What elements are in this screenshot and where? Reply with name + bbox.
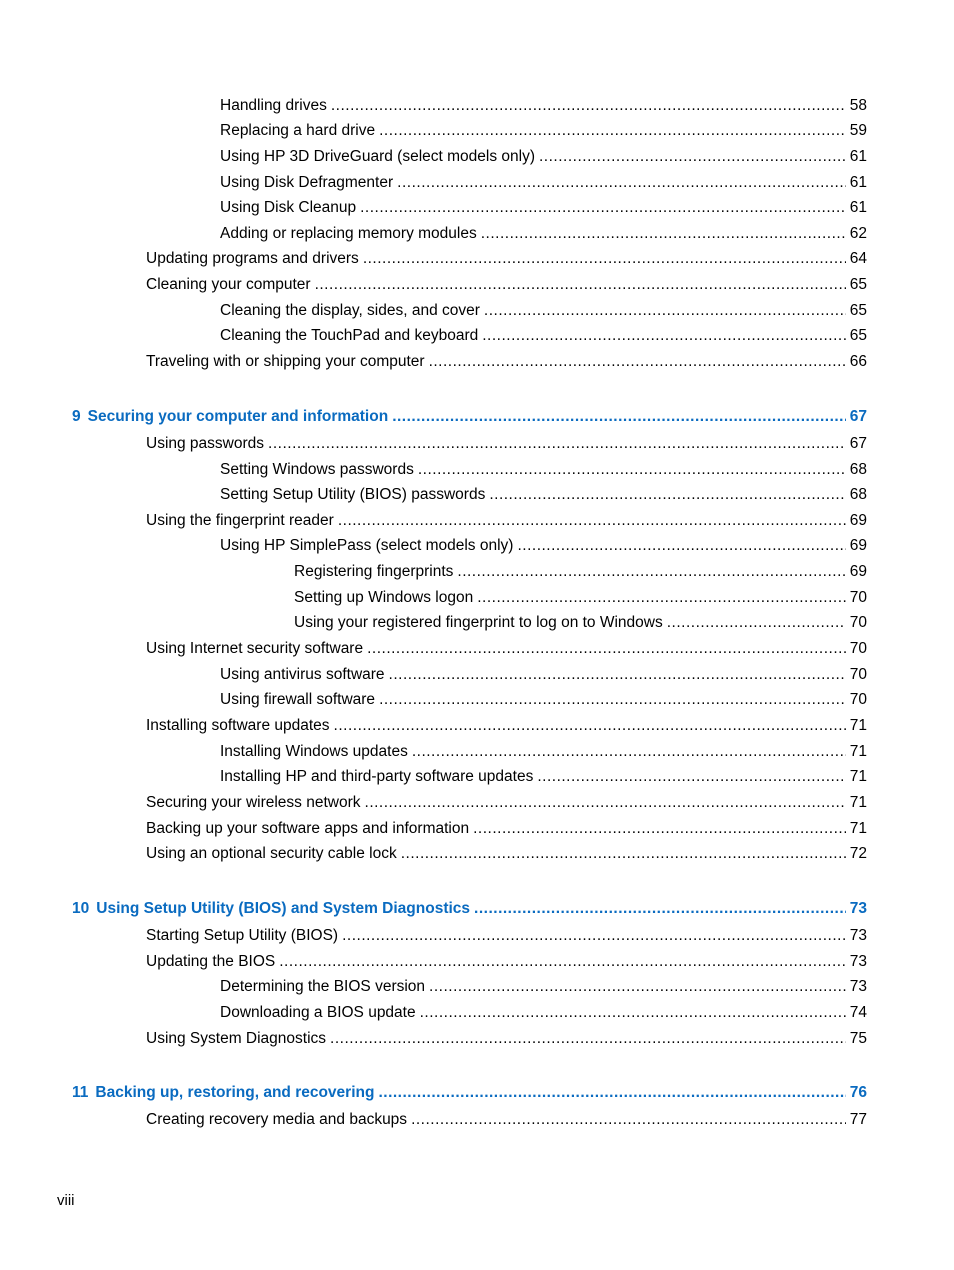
dot-leader xyxy=(331,95,846,117)
toc-entry[interactable] xyxy=(146,510,867,532)
toc-entry-title: Using HP 3D DriveGuard (select models only) xyxy=(220,146,539,168)
dot-leader xyxy=(379,689,846,711)
toc-entry-page: 61 xyxy=(846,172,867,194)
dot-leader xyxy=(363,248,846,270)
toc-entry-page: 62 xyxy=(846,223,867,245)
toc-entry[interactable] xyxy=(146,1109,867,1131)
chapter-number: 11 xyxy=(72,1084,89,1101)
dot-leader xyxy=(429,976,846,998)
dot-leader xyxy=(489,484,845,506)
toc-entry-title: Cleaning the display, sides, and cover xyxy=(220,300,484,322)
toc-entry[interactable] xyxy=(294,612,867,634)
toc-entry-page: 73 xyxy=(846,951,867,973)
toc-entry[interactable] xyxy=(146,274,867,296)
dot-leader xyxy=(517,535,845,557)
toc-entry-title: Using Disk Defragmenter xyxy=(220,172,397,194)
dot-leader xyxy=(342,925,846,947)
chapter-number: 10 xyxy=(72,900,90,917)
toc-entry[interactable] xyxy=(220,741,867,763)
toc-entry-title: Using Internet security software xyxy=(146,638,367,660)
toc-entry-page: 68 xyxy=(846,484,867,506)
toc-entry-page: 71 xyxy=(846,766,867,788)
toc-entry-page: 61 xyxy=(846,146,867,168)
toc-chapter-9[interactable] xyxy=(72,406,867,428)
toc-entry-title: Registering fingerprints xyxy=(294,561,457,583)
toc-entry[interactable] xyxy=(220,146,867,168)
toc-entry-page: 65 xyxy=(846,274,867,296)
toc-entry-title: Using antivirus software xyxy=(220,664,389,686)
toc-entry[interactable] xyxy=(220,120,867,142)
toc-entry-title: Using passwords xyxy=(146,433,268,455)
dot-leader xyxy=(392,406,846,428)
toc-entry-page: 76 xyxy=(846,1082,867,1104)
toc-entry[interactable] xyxy=(220,664,867,686)
toc-entry-title: Using the fingerprint reader xyxy=(146,510,338,532)
chapter-title: Securing your computer and information xyxy=(87,408,389,425)
toc-entry-page: 71 xyxy=(846,792,867,814)
toc-entry[interactable] xyxy=(220,223,867,245)
toc-entry-page: 69 xyxy=(846,510,867,532)
toc-entry-title: Using System Diagnostics xyxy=(146,1028,330,1050)
dot-leader xyxy=(418,459,846,481)
toc-chapter-10[interactable] xyxy=(72,898,867,920)
toc-entry-page: 69 xyxy=(846,535,867,557)
toc-entry-title: Updating programs and drivers xyxy=(146,248,363,270)
toc-entry-page: 65 xyxy=(846,325,867,347)
dot-leader xyxy=(401,843,846,865)
toc-entry-title: Using firewall software xyxy=(220,689,379,711)
toc-entry[interactable] xyxy=(220,484,867,506)
toc-entry-title: Adding or replacing memory modules xyxy=(220,223,481,245)
toc-entry-page: 66 xyxy=(846,351,867,373)
toc-entry-title: Setting Windows passwords xyxy=(220,459,418,481)
dot-leader xyxy=(397,172,846,194)
toc-entry-title: Setting up Windows logon xyxy=(294,587,477,609)
dot-leader xyxy=(473,818,846,840)
toc-entry-title: Setting Setup Utility (BIOS) passwords xyxy=(220,484,489,506)
toc-entry-title: Cleaning the TouchPad and keyboard xyxy=(220,325,482,347)
toc-entry-page: 74 xyxy=(846,1002,867,1024)
toc-entry-title: Securing your wireless network xyxy=(146,792,365,814)
toc-entry[interactable] xyxy=(220,197,867,219)
toc-entry-page: 70 xyxy=(846,638,867,660)
toc-entry-page: 58 xyxy=(846,95,867,117)
dot-leader xyxy=(474,898,846,920)
toc-entry-title: Handling drives xyxy=(220,95,331,117)
chapter-title: Backing up, restoring, and recovering xyxy=(95,1084,375,1101)
toc-entry-page: 71 xyxy=(846,741,867,763)
toc-entry[interactable] xyxy=(220,325,867,347)
toc-entry[interactable] xyxy=(220,95,867,117)
toc-entry-page: 67 xyxy=(846,406,867,428)
dot-leader xyxy=(412,741,846,763)
dot-leader xyxy=(457,561,845,583)
toc-entry-page: 67 xyxy=(846,433,867,455)
toc-entry[interactable] xyxy=(146,951,867,973)
dot-leader xyxy=(482,325,846,347)
toc-entry[interactable] xyxy=(146,638,867,660)
toc-entry[interactable] xyxy=(220,976,867,998)
dot-leader xyxy=(365,792,846,814)
toc-entry-page: 70 xyxy=(846,587,867,609)
dot-leader xyxy=(477,587,846,609)
toc-entry[interactable] xyxy=(146,351,867,373)
toc-entry[interactable] xyxy=(146,715,867,737)
dot-leader xyxy=(315,274,846,296)
toc-entry-title: Starting Setup Utility (BIOS) xyxy=(146,925,342,947)
toc-entry-title: Installing Windows updates xyxy=(220,741,412,763)
dot-leader xyxy=(367,638,846,660)
dot-leader xyxy=(484,300,846,322)
toc-entry-page: 59 xyxy=(846,120,867,142)
toc-entry-page: 65 xyxy=(846,300,867,322)
dot-leader xyxy=(667,612,846,634)
dot-leader xyxy=(429,351,846,373)
toc-entry-title: Determining the BIOS version xyxy=(220,976,429,998)
toc-entry[interactable] xyxy=(294,587,867,609)
toc-entry-title: Creating recovery media and backups xyxy=(146,1109,411,1131)
toc-entry[interactable] xyxy=(146,1028,867,1050)
toc-entry[interactable] xyxy=(220,459,867,481)
toc-entry-page: 70 xyxy=(846,664,867,686)
toc-entry[interactable] xyxy=(146,433,867,455)
toc-entry-title: Installing HP and third-party software updates xyxy=(220,766,537,788)
toc-entry-title: Cleaning your computer xyxy=(146,274,315,296)
toc-entry[interactable] xyxy=(220,535,867,557)
toc-entry-page: 72 xyxy=(846,843,867,865)
toc-entry-page: 69 xyxy=(846,561,867,583)
dot-leader xyxy=(334,715,846,737)
toc-entry-title: Backing up your software apps and information xyxy=(146,818,473,840)
toc-entry[interactable] xyxy=(220,172,867,194)
page-number: viii xyxy=(57,1192,75,1209)
toc-entry[interactable] xyxy=(220,689,867,711)
toc-entry-page: 75 xyxy=(846,1028,867,1050)
dot-leader xyxy=(378,1082,845,1104)
dot-leader xyxy=(537,766,845,788)
toc-entry-title: Using Disk Cleanup xyxy=(220,197,360,219)
toc-entry-page: 73 xyxy=(846,976,867,998)
toc-entry-page: 71 xyxy=(846,715,867,737)
toc-entry-page: 70 xyxy=(846,612,867,634)
dot-leader xyxy=(539,146,846,168)
toc-entry-title: Using HP SimplePass (select models only) xyxy=(220,535,517,557)
toc-entry-page: 77 xyxy=(846,1109,867,1131)
toc-entry[interactable] xyxy=(220,1002,867,1024)
dot-leader xyxy=(360,197,846,219)
dot-leader xyxy=(330,1028,846,1050)
toc-entry-title: Installing software updates xyxy=(146,715,334,737)
toc-entry-page: 64 xyxy=(846,248,867,270)
dot-leader xyxy=(279,951,846,973)
dot-leader xyxy=(379,120,846,142)
chapter-number: 9 xyxy=(72,408,81,425)
toc-entry-page: 68 xyxy=(846,459,867,481)
toc-chapter-11[interactable] xyxy=(72,1082,867,1104)
toc-entry-title: Updating the BIOS xyxy=(146,951,279,973)
toc-entry[interactable] xyxy=(146,248,867,270)
toc-entry[interactable] xyxy=(146,843,867,865)
toc-entry-page: 73 xyxy=(846,898,867,920)
toc-entry-page: 70 xyxy=(846,689,867,711)
dot-leader xyxy=(338,510,846,532)
toc-entry-page: 61 xyxy=(846,197,867,219)
toc-entry[interactable] xyxy=(146,925,867,947)
toc-entry[interactable] xyxy=(146,818,867,840)
toc-entry-title: Downloading a BIOS update xyxy=(220,1002,420,1024)
toc-entry[interactable] xyxy=(220,300,867,322)
dot-leader xyxy=(411,1109,846,1131)
toc-entry-page: 73 xyxy=(846,925,867,947)
dot-leader xyxy=(481,223,846,245)
toc-entry[interactable] xyxy=(146,792,867,814)
toc-entry-title: Traveling with or shipping your computer xyxy=(146,351,429,373)
dot-leader xyxy=(420,1002,846,1024)
toc-entry-page: 71 xyxy=(846,818,867,840)
toc-entry-title: Using an optional security cable lock xyxy=(146,843,401,865)
toc-entry[interactable] xyxy=(220,766,867,788)
toc-entry-title: Using your registered fingerprint to log on to Windows xyxy=(294,612,667,634)
toc-entry[interactable] xyxy=(294,561,867,583)
chapter-title: Using Setup Utility (BIOS) and System Diagnostics xyxy=(96,900,471,917)
toc-entry-title: Replacing a hard drive xyxy=(220,120,379,142)
dot-leader xyxy=(389,664,846,686)
dot-leader xyxy=(268,433,846,455)
